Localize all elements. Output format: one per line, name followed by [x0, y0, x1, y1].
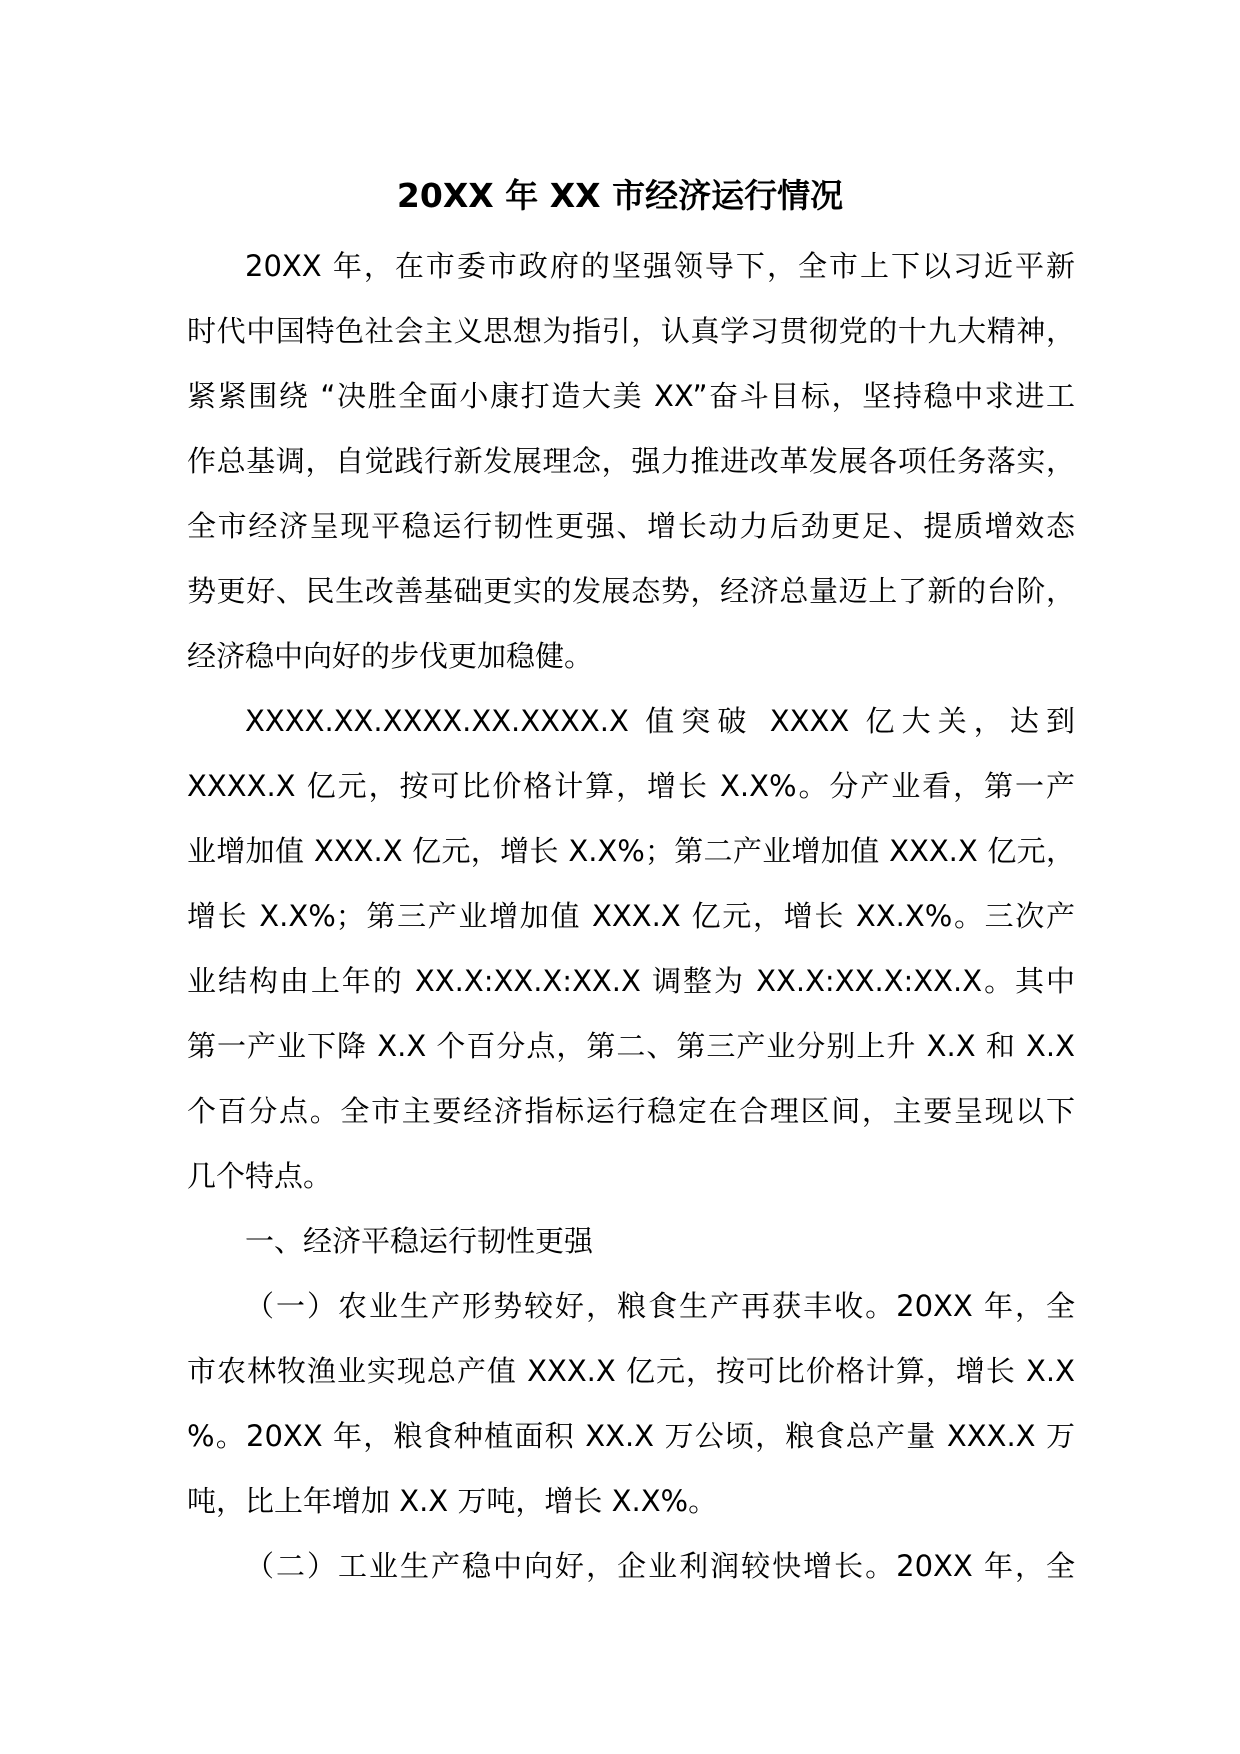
paragraph-line: XXXX.X 亿元，按可比价格计算，增长 X.X%。分产业看，第一产	[187, 769, 1075, 803]
paragraph-line: %。20XX 年，粮食种植面积 XX.X 万公顷，粮食总产量 XXX.X 万	[187, 1419, 1075, 1453]
paragraph-line: 时代中国特色社会主义思想为指引，认真学习贯彻党的十九大精神，	[187, 314, 1075, 348]
paragraph-line: 20XX 年，在市委市政府的坚强领导下，全市上下以习近平新	[245, 249, 1075, 283]
section-heading: 一、经济平稳运行韧性更强	[245, 1224, 594, 1258]
paragraph-line: 作总基调，自觉践行新发展理念，强力推进改革发展各项任务落实，	[187, 444, 1075, 478]
section-heading-1	[187, 1209, 1075, 1274]
paragraph-line: 业增加值 XXX.X 亿元，增长 X.X%；第二产业增加值 XXX.X 亿元，	[187, 834, 1075, 868]
paragraph-2	[187, 689, 1075, 1209]
paragraph-line: 第一产业下降 X.X 个百分点，第二、第三产业分别上升 X.X 和 X.X	[187, 1029, 1075, 1063]
paragraph-line: 个百分点。全市主要经济指标运行稳定在合理区间，主要呈现以下	[187, 1094, 1075, 1128]
paragraph-line: 经济稳中向好的步伐更加稳健。	[187, 639, 594, 673]
paragraph-line: 势更好、民生改善基础更实的发展态势，经济总量迈上了新的台阶，	[187, 574, 1075, 608]
paragraph-3	[187, 1274, 1075, 1534]
paragraph-line: （一）农业生产形势较好，粮食生产再获丰收。20XX 年，全	[245, 1289, 1075, 1323]
paragraph-1	[187, 234, 1075, 689]
paragraph-line: 市农林牧渔业实现总产值 XXX.X 亿元，按可比价格计算，增长 X.X	[187, 1354, 1075, 1388]
document-title: 20XX 年 XX 市经济运行情况	[396, 176, 844, 215]
paragraph-line: 几个特点。	[187, 1159, 333, 1193]
paragraph-line: 增长 X.X%；第三产业增加值 XXX.X 亿元，增长 XX.X%。三次产	[187, 899, 1075, 933]
paragraph-line: （二）工业生产稳中向好，企业利润较快增长。20XX 年，全	[245, 1549, 1075, 1583]
paragraph-line: 紧紧围绕 “决胜全面小康打造大美 XX”奋斗目标，坚持稳中求进工	[187, 379, 1075, 413]
paragraph-line: 全市经济呈现平稳运行韧性更强、增长动力后劲更足、提质增效态	[187, 509, 1075, 543]
paragraph-line: XXXX.XX.XXXX.XX.XXXX.X 值突破 XXXX 亿大关，达到	[245, 704, 1075, 738]
paragraph-4	[187, 1534, 1075, 1599]
paragraph-line: 吨，比上年增加 X.X 万吨，增长 X.X%。	[187, 1484, 718, 1518]
document-body	[187, 234, 1075, 1599]
paragraph-line: 业结构由上年的 XX.X:XX.X:XX.X 调整为 XX.X:XX.X:XX.X。其中	[187, 964, 1075, 998]
